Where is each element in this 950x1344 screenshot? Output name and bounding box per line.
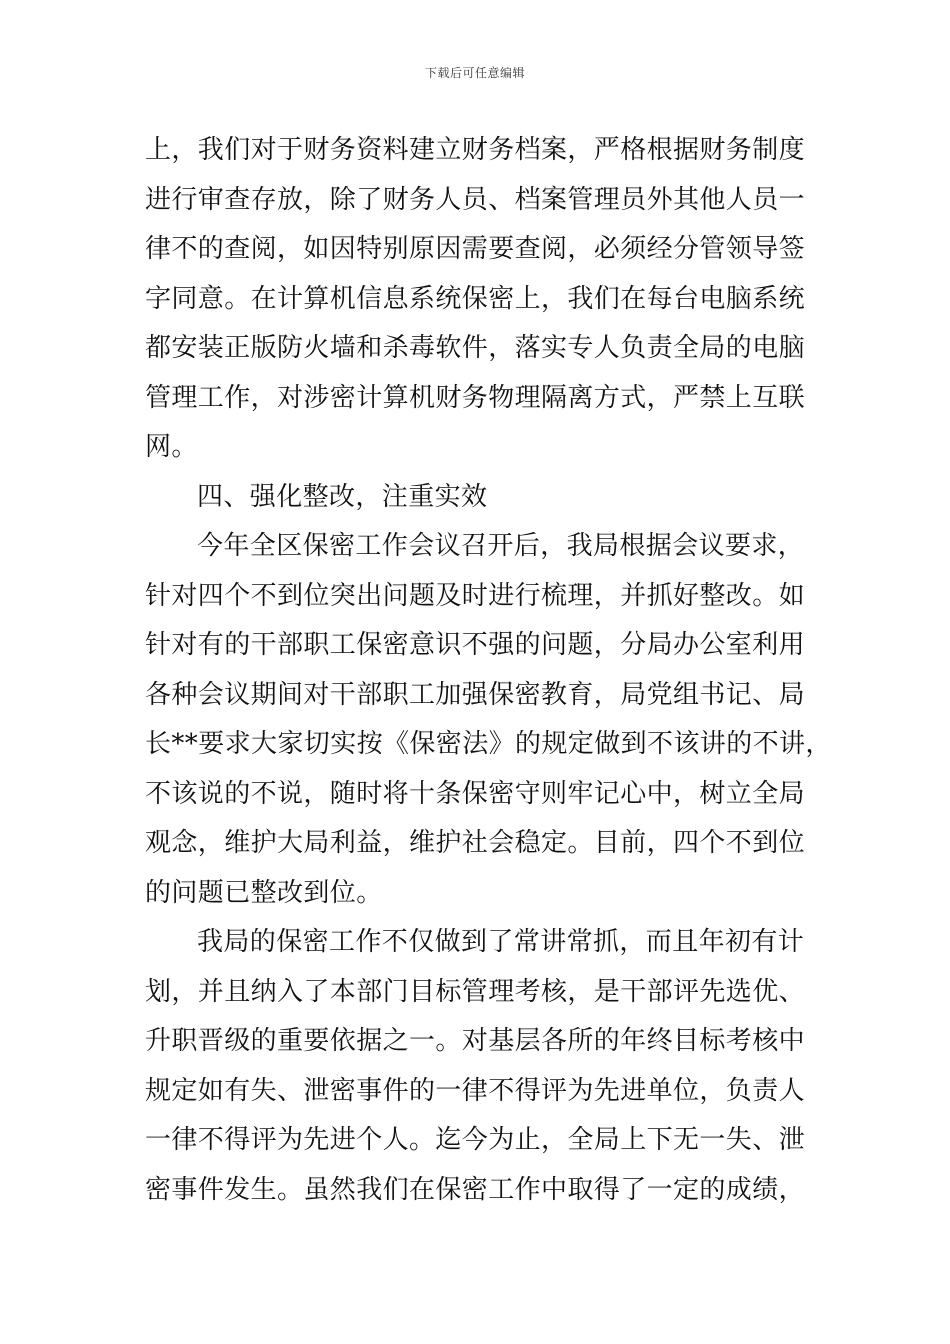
text-line: 针对有的干部职工保密意识不强的问题，分局办公室利用 xyxy=(145,630,806,660)
text-line: 划，并且纳入了本部门目标管理考核，是干部评先选优、 xyxy=(145,976,806,1007)
text-line: 不该说的不说，随时将十条保密守则牢记心中，树立全局 xyxy=(145,778,806,809)
text-line: 规定如有失、泄密事件的一律不得评为先进单位，负责人 xyxy=(145,1075,806,1106)
text-line: 的问题已整改到位。 xyxy=(145,877,383,908)
paragraph-2 xyxy=(145,522,832,918)
paragraph-1 xyxy=(145,126,815,473)
paragraph-3 xyxy=(145,918,815,1215)
text-line: 各种会议期间对干部职工加强保密教育，局党组书记、局 xyxy=(145,679,806,710)
text-line: 律不的查阅，如因特别原因需要查阅，必须经分管领导签 xyxy=(145,234,806,264)
text-line: 网。 xyxy=(145,432,198,462)
text-line: 字同意。在计算机信息系统保密上，我们在每台电脑系统 xyxy=(145,283,806,314)
text-line: 长**要求大家切实按《保密法》的规定做到不该讲的不讲， xyxy=(145,729,832,759)
text-line: 密事件发生。虽然我们在保密工作中取得了一定的成绩， xyxy=(145,1174,806,1205)
text-line: 进行审查存放，除了财务人员、档案管理员外其他人员一 xyxy=(145,184,806,215)
text-line: 都安装正版防火墙和杀毒软件，落实专人负责全局的电脑 xyxy=(145,333,806,363)
text-line: 一律不得评为先进个人。迄今为止，全局上下无一失、泄 xyxy=(145,1125,806,1155)
document-body xyxy=(145,126,832,1215)
page-header: 下载后可任意编辑 xyxy=(424,66,525,80)
text-line: 我局的保密工作不仅做到了常讲常抓，而且年初有计 xyxy=(197,927,805,957)
section-heading xyxy=(145,473,815,523)
text-line: 管理工作，对涉密计算机财务物理隔离方式，严禁上互联 xyxy=(145,382,806,413)
heading-line: 四、强化整改，注重实效 xyxy=(197,481,488,512)
text-line: 今年全区保密工作会议召开后，我局根据会议要求， xyxy=(197,531,805,561)
text-line: 观念，维护大局利益，维护社会稳定。目前，四个不到位 xyxy=(145,828,806,858)
text-line: 针对四个不到位突出问题及时进行梳理，并抓好整改。如 xyxy=(145,580,806,611)
text-line: 升职晋级的重要依据之一。对基层各所的年终目标考核中 xyxy=(145,1026,806,1056)
text-line: 上，我们对于财务资料建立财务档案，严格根据财务制度 xyxy=(145,135,806,165)
